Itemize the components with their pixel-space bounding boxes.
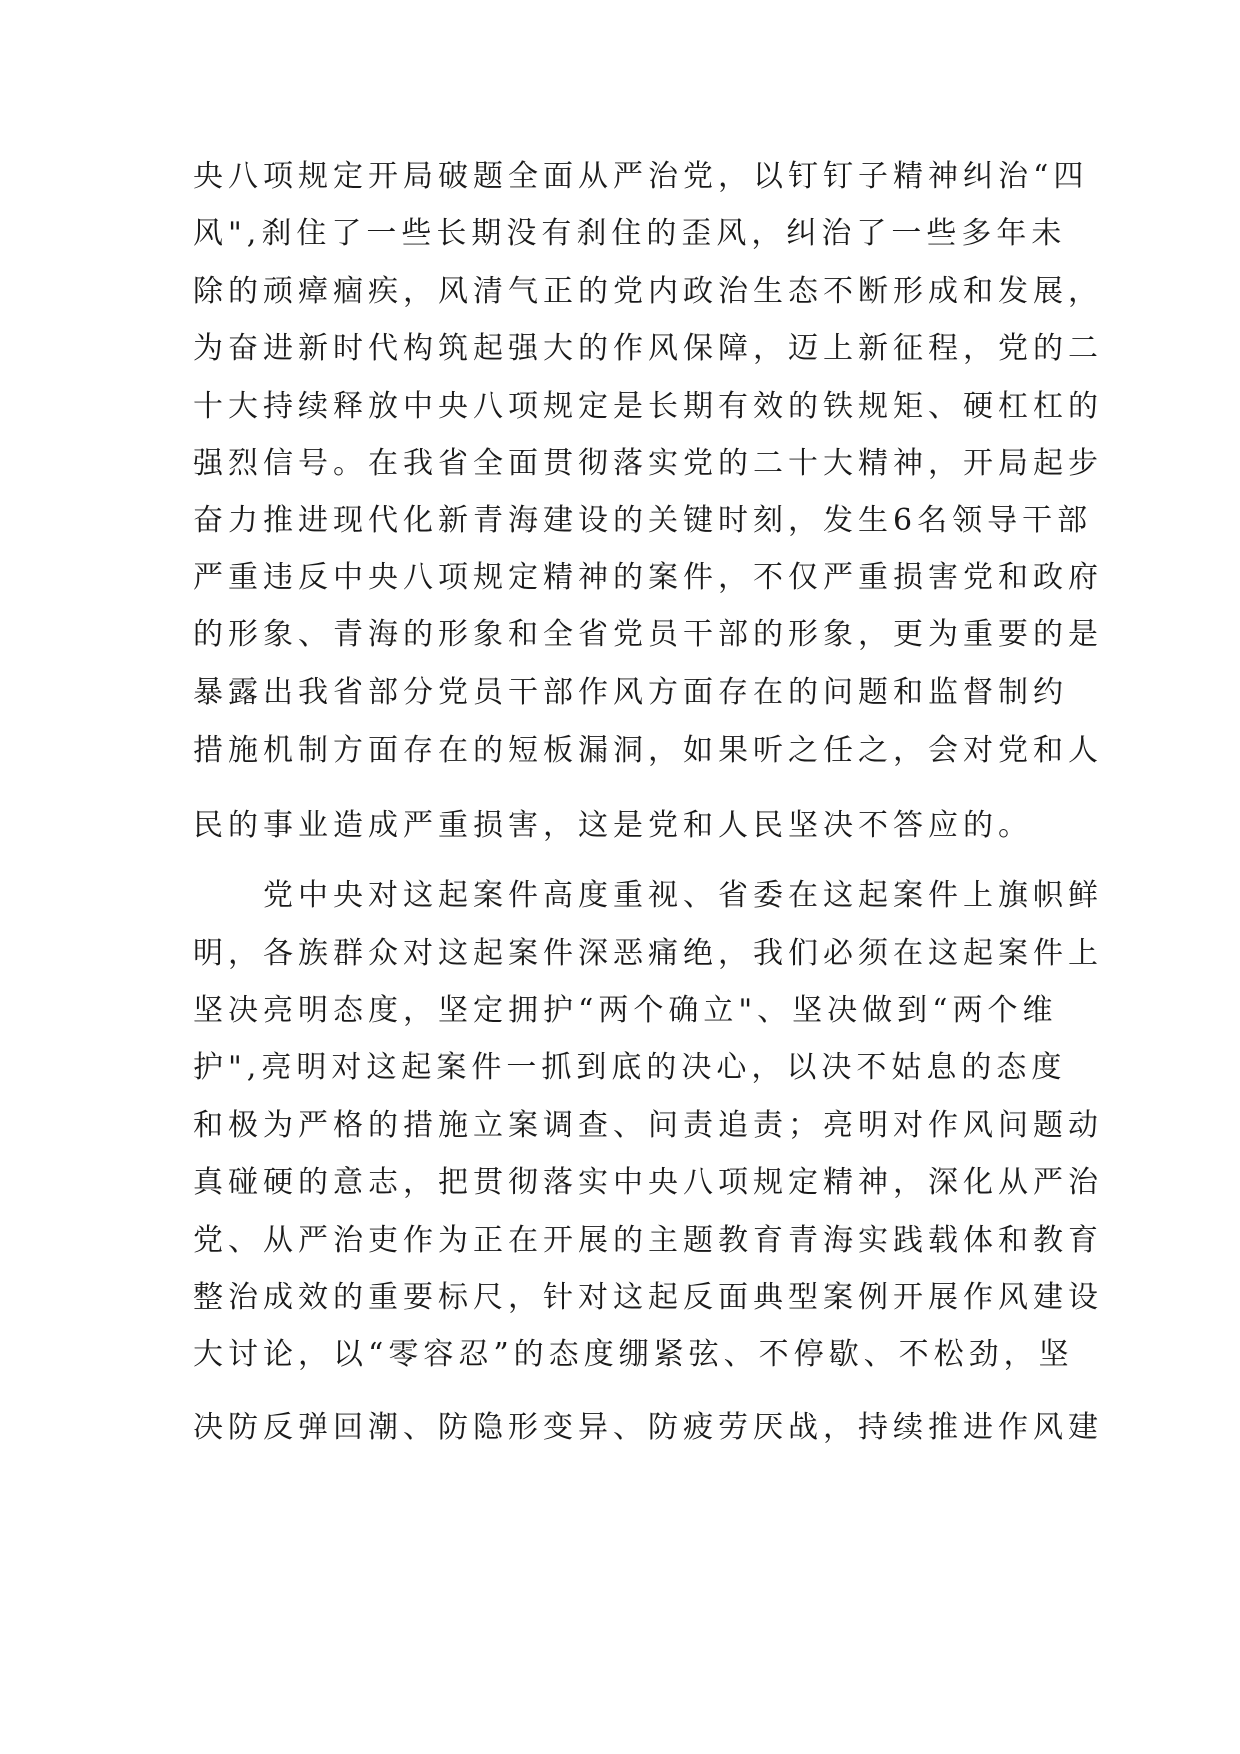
- text-line: 奋力推进现代化新青海建设的关键时刻，发生6名领导干部: [193, 503, 1093, 538]
- text-line: 党、从严治吏作为正在开展的主题教育青海实践载体和教育: [193, 1223, 1103, 1258]
- text-line: 整治成效的重要标尺，针对这起反面典型案例开展作风建设: [193, 1280, 1103, 1315]
- text-line: 明，各族群众对这起案件深恶痛绝，我们必须在这起案件上: [193, 936, 1103, 971]
- text-line: 十大持续释放中央八项规定是长期有效的铁规矩、硬杠杠的: [193, 389, 1103, 424]
- text-line: 大讨论，以“零容忍”的态度绷紧弦、不停歇、不松劲，坚: [193, 1337, 1074, 1372]
- text-line: 民的事业造成严重损害，这是党和人民坚决不答应的。: [193, 808, 1033, 843]
- text-line: 决防反弹回潮、防隐形变异、防疲劳厌战，持续推进作风建: [193, 1410, 1103, 1445]
- text-line: 强烈信号。在我省全面贯彻落实党的二十大精神，开局起步: [193, 446, 1103, 481]
- text-line: 真碰硬的意志，把贯彻落实中央八项规定精神，深化从严治: [193, 1165, 1103, 1200]
- text-line: 严重违反中央八项规定精神的案件，不仅严重损害党和政府: [193, 560, 1103, 595]
- text-line: 暴露出我省部分党员干部作风方面存在的问题和监督制约: [193, 675, 1068, 710]
- text-line: 护",亮明对这起案件一抓到底的决心，以决不姑息的态度: [193, 1050, 1067, 1085]
- body-text: [193, 159, 1103, 1445]
- text-line: 坚决亮明态度，坚定拥护“两个确立"、坚决做到“两个维: [193, 993, 1058, 1028]
- text-line: 央八项规定开局破题全面从严治党，以钉钉子精神纠治“四: [193, 159, 1089, 194]
- text-line: 党中央对这起案件高度重视、省委在这起案件上旗帜鲜: [193, 878, 1103, 913]
- paragraph-2: [193, 878, 1103, 1445]
- text-line: 风",刹住了一些长期没有刹住的歪风，纠治了一些多年未: [193, 216, 1067, 251]
- paragraph-1: [193, 159, 1103, 843]
- text-line: 除的顽瘴痼疾，风清气正的党内政治生态不断形成和发展，: [193, 274, 1103, 309]
- text-line: 和极为严格的措施立案调查、问责追责；亮明对作风问题动: [193, 1108, 1103, 1143]
- text-line: 的形象、青海的形象和全省党员干部的形象，更为重要的是: [193, 617, 1103, 652]
- text-line: 措施机制方面存在的短板漏洞，如果听之任之，会对党和人: [193, 733, 1103, 768]
- text-line: 为奋进新时代构筑起强大的作风保障，迈上新征程，党的二: [193, 331, 1103, 366]
